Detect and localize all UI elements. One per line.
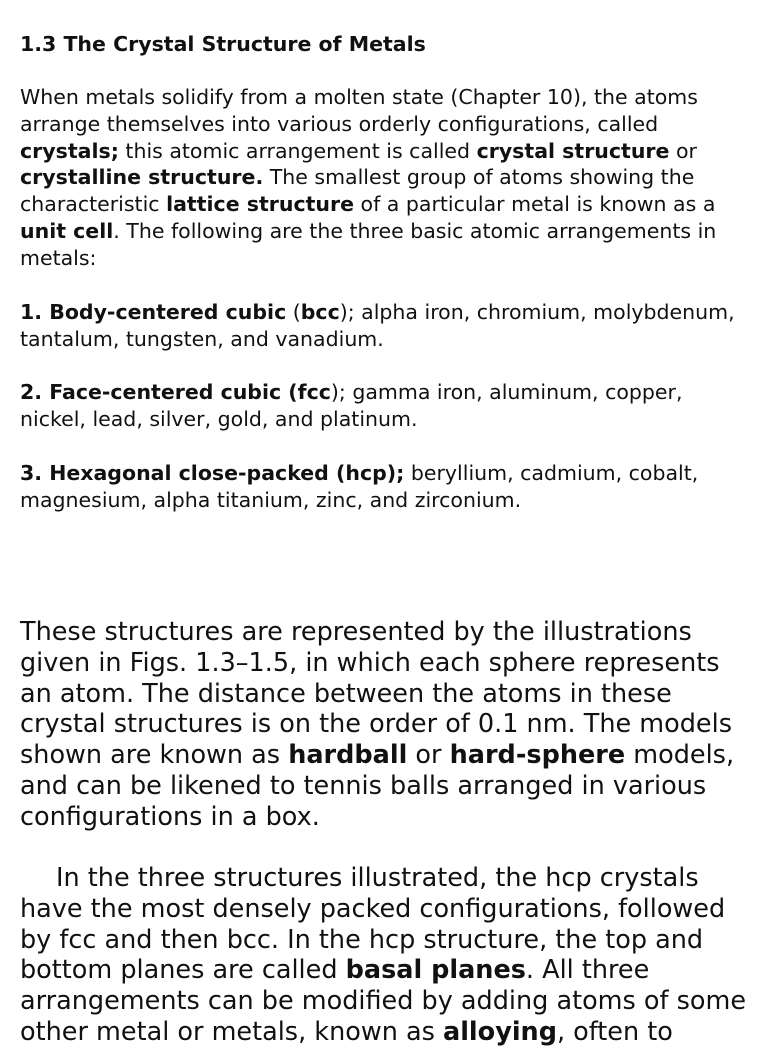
term-crystals: crystals;: [20, 138, 119, 163]
para2-text-3: models, and can be likened to tennis balls arranged in various configurations in a box.: [20, 740, 735, 832]
item-fcc-label: 2. Face-centered cubic (fcc: [20, 380, 331, 404]
section-title: 1.3 The Crystal Structure of Metals: [20, 32, 426, 56]
item-bcc-label: 1. Body-centered cubic: [20, 300, 287, 324]
term-unit-cell: unit cell: [20, 218, 114, 243]
intro-text-6: . The following are the three basic atomic arrangements in metals:: [20, 218, 717, 270]
intro-paragraph: [20, 84, 748, 272]
term-basal-planes: basal planes: [345, 955, 526, 986]
item-bcc-text-2: ); alpha iron, chromium, molybdenum, tantalum, tungsten, and vanadium.: [20, 300, 735, 351]
term-alloying: alloying: [442, 1016, 557, 1047]
intro-text-1: When metals solidify from a molten state (Chapter 10), the atoms arrange themselves into various orderly configurations, called: [20, 85, 698, 136]
para3-text-2: . All three arrangements can be modified by adding atoms of some other metal or metals, known as: [20, 955, 747, 1047]
item-bcc-abbrev: bcc: [300, 300, 340, 324]
para3-text-1: In the three structures illustrated, the hcp crystals have the most densely packed configurations, followed by fcc and then bcc. In the hcp structure, the top and bottom planes are called: [20, 863, 726, 986]
intro-text-2: this atomic arrangement is called: [118, 138, 477, 163]
list-item-fcc: [20, 379, 748, 433]
para2-text-1: These structures are represented by the illustrations given in Figs. 1.3–1.5, in which each sphere represents an atom. The distance between the atoms in these crystal structures is on the order of 0.1 nm. The models shown are known as: [20, 617, 732, 771]
para2-text-2: or: [407, 740, 450, 771]
list-item-bcc: [20, 299, 748, 353]
intro-text-3: or: [669, 138, 697, 163]
item-hcp-label: 3. Hexagonal close-packed (hcp);: [20, 461, 405, 485]
item-fcc-text: ); gamma iron, aluminum, copper, nickel, lead, silver, gold, and platinum.: [20, 380, 683, 431]
term-lattice-structure: lattice structure: [166, 192, 355, 217]
term-hardball: hardball: [288, 740, 408, 771]
term-hard-sphere: hard-sphere: [449, 740, 626, 771]
paragraph-hardball-models: [20, 617, 748, 833]
item-hcp-text: beryllium, cadmium, cobalt, magnesium, alpha titanium, zinc, and zirconium.: [20, 461, 699, 512]
item-bcc-text-1: (: [286, 300, 301, 324]
paragraph-packing: [20, 863, 748, 1048]
term-crystalline-structure: crystalline structure.: [20, 165, 264, 190]
intro-text-5: of a particular metal is known as a: [354, 192, 716, 217]
para3-text-3: , often to: [556, 1016, 673, 1047]
list-item-hcp: [20, 460, 748, 514]
intro-text-4: The smallest group of atoms showing the characteristic: [20, 165, 695, 217]
term-crystal-structure: crystal structure: [476, 138, 670, 163]
